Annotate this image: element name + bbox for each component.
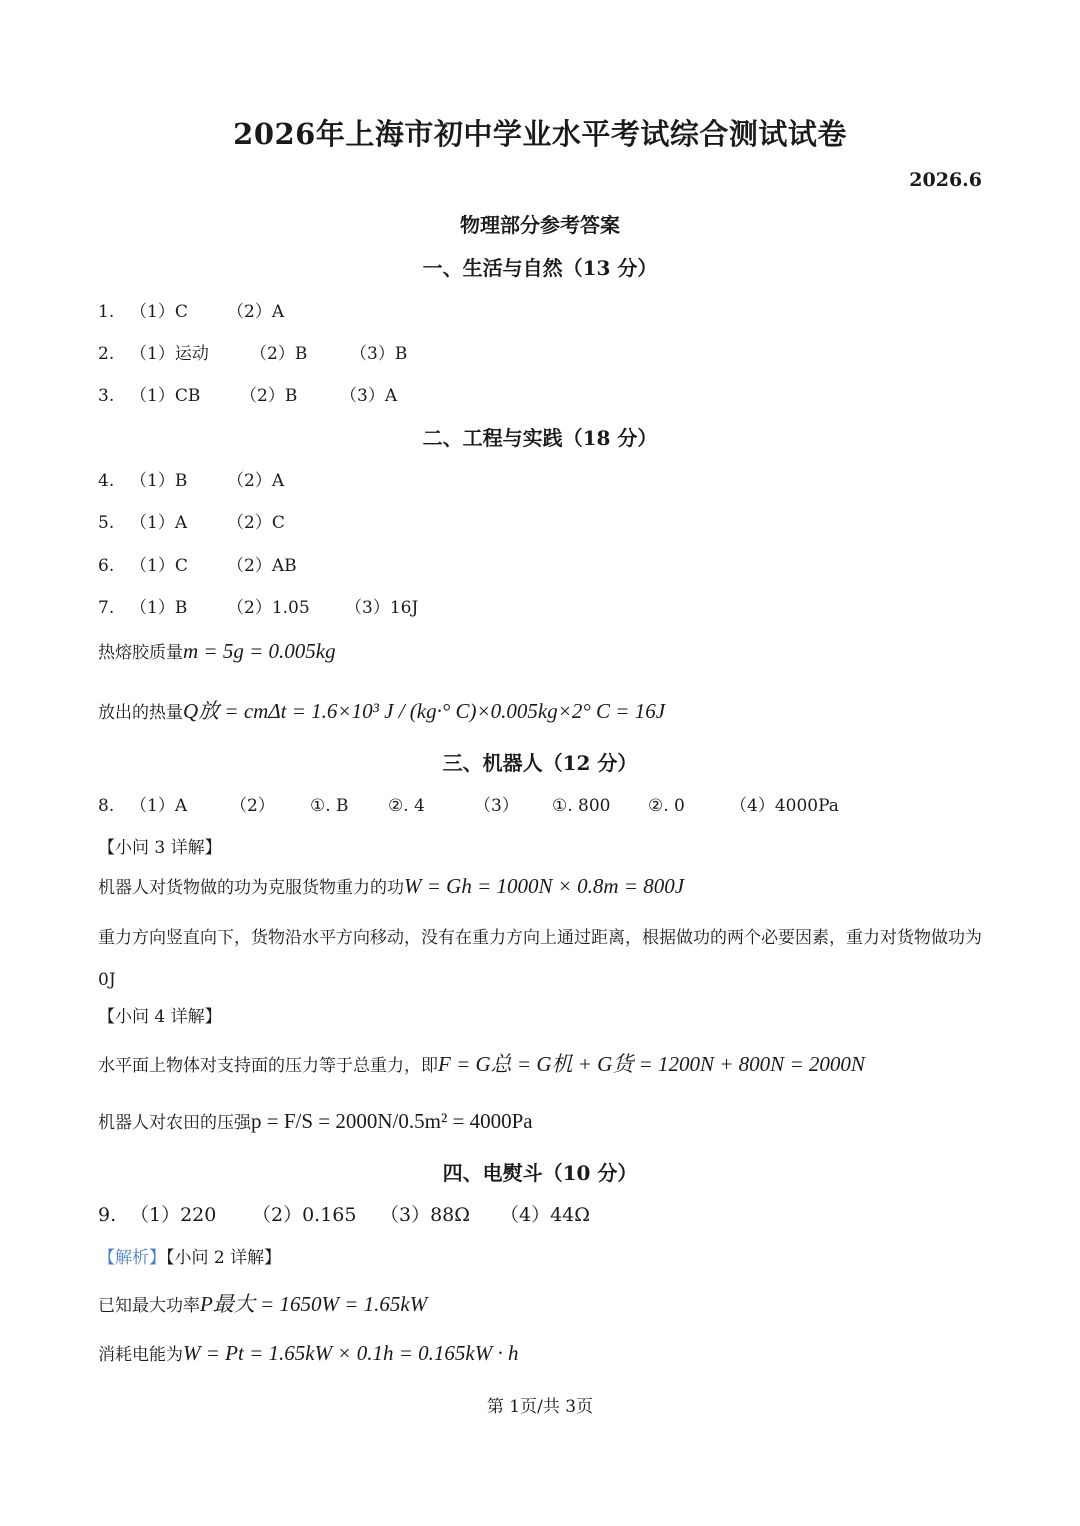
formula-force: F = G总 = G机 + G货 = 1200N + 800N = 2000N (438, 1052, 865, 1076)
explanation-pressure (98, 1108, 533, 1134)
answer-part: （4）44Ω (500, 1204, 591, 1226)
answer-part: （2）1.05 (227, 598, 310, 618)
explanation-force (98, 1048, 865, 1078)
explanation-mass (98, 638, 336, 664)
answer-row-9 (98, 1200, 590, 1227)
section-heading-3: 三、机器人（12 分） (442, 751, 638, 775)
answer-row-8 (98, 791, 839, 816)
question-number: 7. (98, 598, 115, 618)
formula-mass: m = 5g = 0.005kg (183, 639, 336, 663)
question-number: 8. (98, 796, 115, 816)
answer-row-4 (98, 466, 284, 491)
formula-energy: W = Pt = 1.65kW × 0.1h = 0.165kW · h (183, 1341, 519, 1365)
answer-row-3 (98, 381, 397, 406)
question-number: 2. (98, 344, 115, 364)
answer-part: （1）220 (130, 1204, 217, 1226)
formula-work: W = Gh = 1000N × 0.8m = 800J (404, 874, 685, 898)
answer-part: （2）B (240, 386, 298, 406)
explanation-power (98, 1288, 427, 1318)
answer-part: （1）B (130, 598, 188, 618)
answer-part: （1）CB (130, 386, 201, 406)
answer-row-1 (98, 297, 284, 322)
answer-part: ①. B (310, 796, 349, 816)
formula-pressure: p = F/S = 2000N/0.5m² = 4000Pa (251, 1109, 533, 1133)
answer-part: （3）B (350, 344, 408, 364)
explanation-label: 已知最大功率 (98, 1296, 200, 1316)
answer-part: ①. 800 (552, 796, 611, 816)
answer-part: （2） (230, 796, 275, 816)
answer-part: ②. 4 (388, 796, 425, 816)
answer-part: （3）A (340, 386, 398, 406)
formula-power: P最大 = 1650W = 1.65kW (200, 1292, 428, 1316)
section-heading-1: 一、生活与自然（13 分） (422, 256, 658, 280)
question-number: 4. (98, 471, 115, 491)
explanation-heat (98, 695, 665, 725)
explanation-label: 机器人对农田的压强 (98, 1113, 251, 1133)
answer-part: （1）C (130, 556, 188, 576)
section-heading-2: 二、工程与实践（18 分） (422, 426, 658, 450)
explanation-label: 热熔胶质量 (98, 643, 183, 663)
question-number: 5. (98, 513, 115, 533)
answer-part: （2）A (227, 471, 285, 491)
detail-tag-2: 【小问 2 详解】 (166, 1248, 282, 1268)
question-number: 3. (98, 386, 115, 406)
answer-part: （2）0.165 (252, 1204, 357, 1226)
answer-part: （3）16J (345, 598, 419, 618)
page-title: 2026年上海市初中学业水平考试综合测试试卷 (233, 117, 847, 151)
page-subtitle: 物理部分参考答案 (460, 213, 620, 237)
question-number: 6. (98, 556, 115, 576)
answer-part: （2）C (227, 513, 285, 533)
explanation-label: 水平面上物体对支持面的压力等于总重力，即 (98, 1056, 438, 1076)
answer-row-5 (98, 508, 285, 533)
answer-row-2 (98, 339, 407, 364)
formula-heat: Q放 = cmΔt = 1.6×10³ J / (kg·° C)×0.005kg×2° C = 16J (183, 699, 666, 723)
answer-part: （4）4000Pa (730, 796, 839, 816)
answer-part: （1）运动 (130, 344, 209, 364)
page-footer: 第 1页/共 3页 (486, 1397, 594, 1417)
answer-part: ②. 0 (648, 796, 685, 816)
answer-part: （3）88Ω (380, 1204, 471, 1226)
explanation-work (98, 873, 684, 899)
exam-date: 2026.6 (909, 169, 982, 191)
answer-row-7 (98, 593, 418, 618)
analysis-tag: 【解析】 (98, 1248, 166, 1268)
answer-part: （2）A (227, 302, 285, 322)
explanation-label: 消耗电能为 (98, 1345, 183, 1365)
detail-tags-9 (98, 1243, 281, 1268)
section-heading-4: 四、电熨斗（10 分） (442, 1161, 638, 1185)
question-number: 1. (98, 302, 115, 322)
explanation-gravity: 重力方向竖直向下，货物沿水平方向移动，没有在重力方向上通过距离，根据做功的两个必要因素，重力对货物做功为 0J (98, 928, 982, 990)
answer-part: （2）AB (227, 556, 297, 576)
explanation-label: 放出的热量 (98, 703, 183, 723)
answer-part: （1）A (130, 796, 188, 816)
question-number: 9. (98, 1204, 117, 1226)
answer-part: （3） (474, 796, 519, 816)
answer-part: （1）A (130, 513, 188, 533)
explanation-energy (98, 1340, 518, 1366)
answer-part: （1）B (130, 471, 188, 491)
answer-part: （2）B (250, 344, 308, 364)
explanation-label: 机器人对货物做的功为克服货物重力的功 (98, 878, 404, 898)
detail-tag-3: 【小问 3 详解】 (98, 838, 222, 858)
detail-tag-4: 【小问 4 详解】 (98, 1007, 222, 1027)
answer-row-6 (98, 551, 297, 576)
answer-part: （1）C (130, 302, 188, 322)
